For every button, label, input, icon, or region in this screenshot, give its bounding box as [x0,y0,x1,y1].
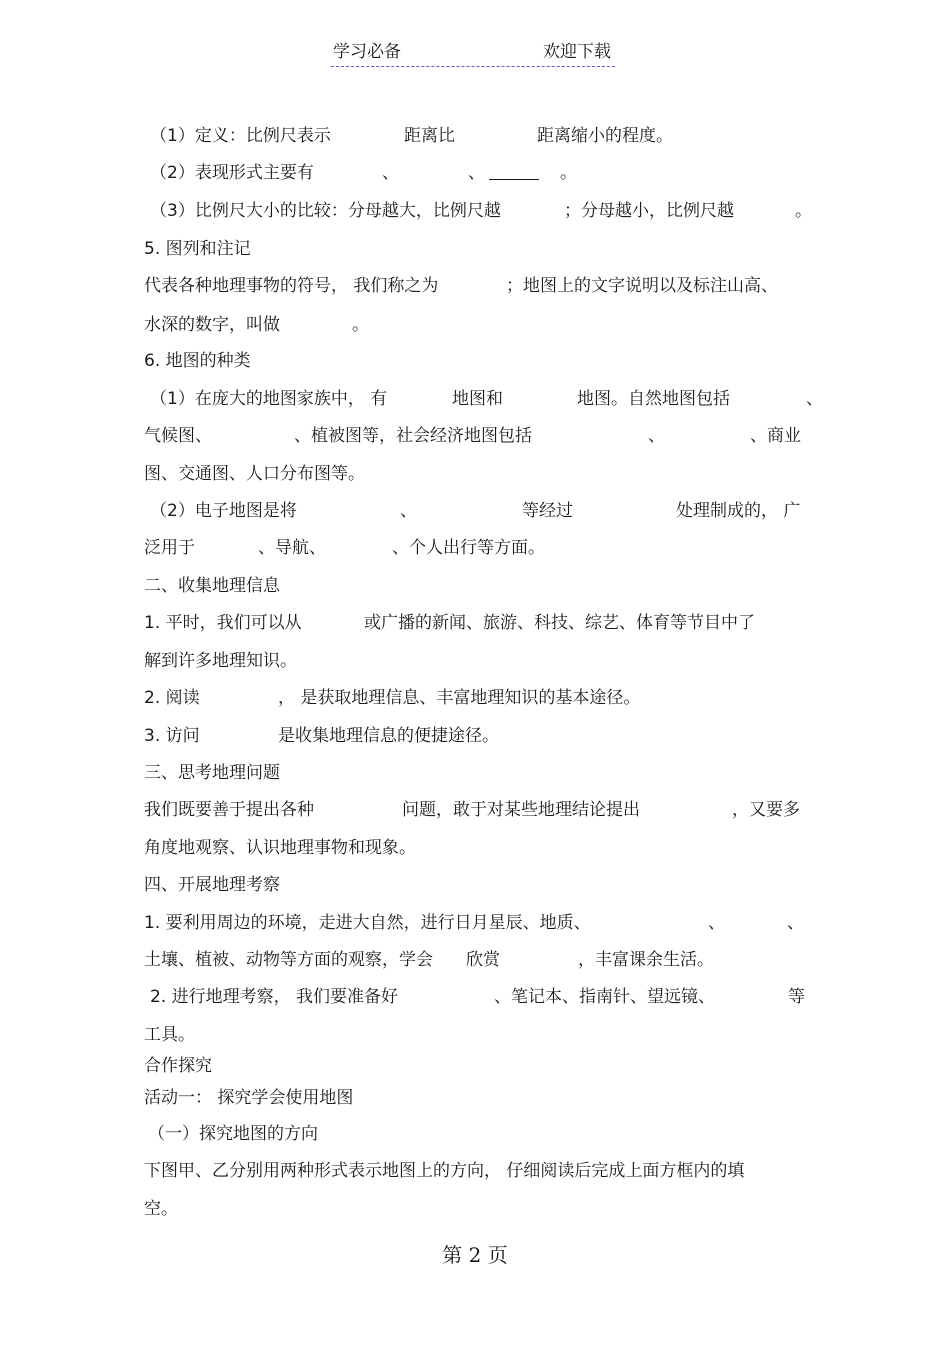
text-segment: （1）在庞大的地图家族中， 有 [150,389,388,409]
text-segment: 距离缩小的程度。 [537,126,673,146]
text-segment: 活动一： 探究学会使用地图 [144,1088,354,1108]
text-segment: 欣赏 [466,950,500,970]
text-segment: （1）定义：比例尺表示 [150,126,331,146]
text-segment: 地图和 [452,389,503,409]
text-segment: 、 [787,913,804,933]
text-segment: 、 [400,501,417,521]
text-segment: 代表各种地理事物的符号， 我们称之为 [144,276,439,296]
text-segment: 5. 图列和注记 [144,239,251,259]
text-segment: 、笔记本、指南针、望远镜、 [494,987,715,1007]
text-segment: 1. 要利用周边的环境，走进大自然，进行日月星辰、地质、 [144,913,591,933]
text-segment: 工具。 [144,1025,195,1045]
text-segment: 6. 地图的种类 [144,351,251,371]
text-segment: 问题，敢于对某些地理结论提出 [402,800,640,820]
text-segment: （2）电子地图是将 [150,501,297,521]
text-segment: 1. 平时，我们可以从 [144,613,302,633]
text-segment: 。 [352,315,369,335]
text-segment: 四、开展地理考察 [144,875,280,895]
text-segment: 、商业 [750,426,801,446]
text-segment: （2）表现形式主要有 [150,163,314,183]
text-segment: 2. 阅读 [144,688,200,708]
text-segment: 三、思考地理问题 [144,763,280,783]
page-header [331,40,615,67]
text-segment: 空。 [144,1199,178,1219]
header-right-text: 欢迎下载 [543,42,611,62]
text-segment: 是收集地理信息的便捷途径。 [278,726,499,746]
text-segment: 等经过 [522,501,573,521]
text-segment: ；分母越小，比例尺越 [564,201,734,221]
text-segment: 处理制成的， 广 [676,501,801,521]
text-segment: ，又要多 [732,800,800,820]
text-segment: 等 [788,987,805,1007]
header-left-text: 学习必备 [333,42,401,62]
text-segment: 、植被图等，社会经济地图包括 [294,426,532,446]
text-segment: 、 [468,163,485,183]
page-number: 第 2 页 [442,1243,508,1267]
text-segment: 或广播的新闻、旅游、科技、综艺、体育等节目中了 [364,613,755,633]
text-segment: 图、交通图、人口分布图等。 [144,464,365,484]
text-segment: 、导航、 [258,538,326,558]
text-segment: 。 [560,163,577,183]
text-segment: 下图甲、乙分别用两种形式表示地图上的方向， 仔细阅读后完成上面方框内的填 [144,1161,745,1181]
text-segment: 2. 进行地理考察， 我们要准备好 [150,987,399,1007]
text-segment: 地图。自然地图包括 [577,389,730,409]
text-segment: 、 [806,389,823,409]
text-segment: 水深的数字，叫做 [144,315,280,335]
text-segment: 、 [708,913,725,933]
text-segment: （一）探究地图的方向 [148,1124,318,1144]
text-segment: 3. 访问 [144,726,200,746]
text-segment: ，丰富课余生活。 [578,950,714,970]
text-segment: 土壤、植被、动物等方面的观察，学会 [144,950,433,970]
text-segment: 。 [795,201,812,221]
text-segment: 我们既要善于提出各种 [144,800,314,820]
text-segment: ， 是获取地理信息、丰富地理知识的基本途径。 [278,688,641,708]
text-segment: 解到许多地理知识。 [144,651,297,671]
text-segment: （3）比例尺大小的比较：分母越大，比例尺越 [150,201,501,221]
text-segment: 角度地观察、认识地理事物和现象。 [144,838,416,858]
text-segment: 、 [382,163,399,183]
fill-blank-line [489,179,539,180]
text-segment: ；地图上的文字说明以及标注山高、 [506,276,778,296]
text-segment: 、 [648,426,665,446]
text-segment: 二、收集地理信息 [144,576,280,596]
text-segment: 气候图、 [144,426,212,446]
text-segment: 合作探究 [144,1056,212,1076]
text-segment: 距离比 [404,126,455,146]
text-segment: 、个人出行等方面。 [392,538,545,558]
text-segment: 泛用于 [144,538,195,558]
